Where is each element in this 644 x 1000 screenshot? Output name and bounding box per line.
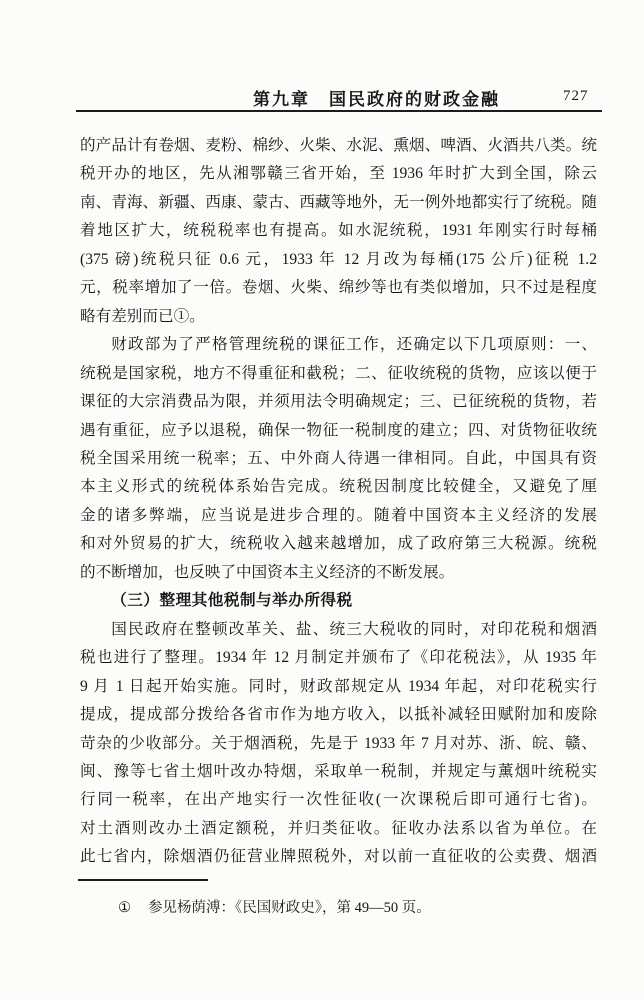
text-line: 遇有重征，应予以退税，确保一物征一税制度的建立；四、对货物征收统 xyxy=(80,421,597,439)
body-text xyxy=(80,132,597,872)
text-line: 本主义形式的统税体系始告完成。统税因制度比较健全，又避免了厘 xyxy=(80,478,597,496)
text-line: 元，税率增加了一倍。卷烟、火柴、绵纱等也有类似增加，只不过是程度 xyxy=(80,279,597,297)
text-line: 的不断增加，也反映了中国资本主义经济的不断发展。 xyxy=(80,563,455,581)
text-line: 此七省内，除烟酒仍征营业牌照税外，对以前一直征收的公卖费、烟酒 xyxy=(80,848,597,866)
page-number: 727 xyxy=(563,88,589,104)
footnote-separator xyxy=(78,879,208,881)
running-header-chapter-title: 第九章 国民政府的财政金融 xyxy=(253,90,500,109)
text-line: 苛杂的少收部分。关于烟酒税，先是于 1933 年 7 月对苏、浙、皖、赣、 xyxy=(80,734,597,752)
footnote xyxy=(80,898,597,919)
text-line: (375 磅)统税只征 0.6 元，1933 年 12 月改为每桶(175 公斤)征税 1.2 xyxy=(80,250,597,268)
text-line: 金的诸多弊端，应当说是进步合理的。随着中国资本主义经济的发展 xyxy=(80,506,597,524)
footnote-text: 参见杨荫溥：《民国财政史》，第 49—50 页。 xyxy=(148,900,431,916)
text-line: 行同一税率，在出产地实行一次性征收(一次课税后即可通行七省)。 xyxy=(80,791,597,809)
text-line: 统税是国家税，地方不得重征和截税；二、征收统税的货物，应该以便于 xyxy=(80,364,597,382)
header-rule xyxy=(76,110,602,112)
text-line: 财政部为了严格管理统税的课征工作，还确定以下几项原则：一、 xyxy=(111,336,597,354)
text-line: 和对外贸易的扩大，统税收入越来越增加，成了政府第三大税源。统税 xyxy=(80,535,597,553)
text-line: 课征的大宗消费品为限，并须用法令明确规定；三、已征统税的货物，若 xyxy=(80,393,597,411)
text-line: 略有差别而已①。 xyxy=(80,307,205,325)
text-line: 的产品计有卷烟、麦粉、棉纱、火柴、水泥、熏烟、啤酒、火酒共八类。统 xyxy=(80,137,597,154)
text-line: 税开办的地区，先从湘鄂赣三省开始，至 1936 年时扩大到全国，除云 xyxy=(80,165,597,183)
text-line: 税也进行了整理。1934 年 12 月制定并颁布了《印花税法》，从 1935 年 xyxy=(80,649,597,667)
footnote-marker: ① xyxy=(118,900,131,916)
section-heading: （三）整理其他税制与举办所得税 xyxy=(111,592,353,610)
text-line: 闽、豫等七省土烟叶改办特烟，采取单一税制，并规定与薰烟叶统税实 xyxy=(80,762,597,780)
text-line: 国民政府在整顿改革关、盐、统三大税收的同时，对印花税和烟酒 xyxy=(111,620,597,638)
text-line: 9 月 1 日起开始实施。同时，财政部规定从 1934 年起，对印花税实行 xyxy=(80,677,597,695)
text-line: 税全国采用统一税率；五、中外商人待遇一律相同。自此，中国具有资 xyxy=(80,449,597,467)
text-line: 南、青海、新疆、西康、蒙古、西藏等地外，无一例外地都实行了统税。随 xyxy=(80,193,597,211)
text-line: 着地区扩大，统税税率也有提高。如水泥统税，1931 年刚实行时每桶 xyxy=(80,222,597,240)
text-line: 提成，提成部分拨给各省市作为地方收入，以抵补减轻田赋附加和废除 xyxy=(80,706,597,724)
text-line: 对土酒则改办土酒定额税，并归类征收。征收办法系以省为单位。在 xyxy=(80,819,597,837)
